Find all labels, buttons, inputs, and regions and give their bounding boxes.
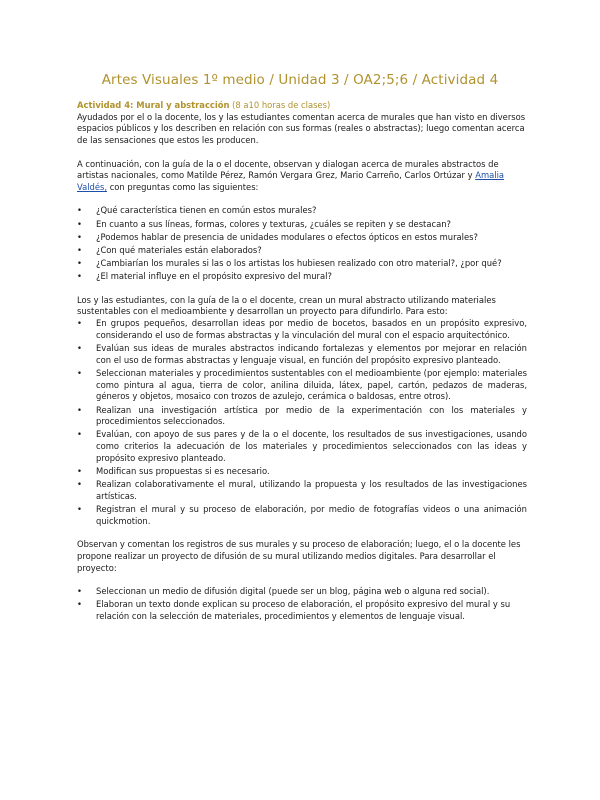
bullet-icon: • [77, 231, 82, 242]
list-item-text: Elaboran un texto donde explican su proceso de elaboración, el propósito expresivo del mural y su relación con la selección de materiales, procedimientos y elementos de lenguaje visual. [96, 599, 511, 621]
artist-link[interactable]: Amalia Valdés, [77, 170, 505, 192]
activity-heading-label: Actividad 4: Mural y abstracción [77, 100, 230, 110]
list-item-text: Seleccionan un medio de difusión digital (puede ser un blog, página web o alguna red social). [96, 586, 490, 597]
bullet-icon: • [77, 504, 82, 515]
list-item [77, 205, 527, 217]
list-item-text: ¿El material influye en el propósito expresivo del mural? [96, 271, 332, 282]
bullet-icon: • [77, 599, 82, 610]
bullet-icon: • [77, 318, 82, 329]
list-item [77, 504, 527, 527]
list-item [77, 219, 527, 231]
bullet-icon: • [77, 367, 82, 378]
list-item-text: ¿Qué característica tienen en común estos murales? [96, 205, 317, 216]
diffusion-paragraph: Observan y comentan los registros de sus murales y su proceso de elaboración; luego, el o la docente les propone realizar un proyecto de difusión de su mural utilizando medios digitales. Para desarrollar el proyecto: [77, 539, 521, 573]
list-item [77, 429, 527, 464]
intro-paragraph: Ayudados por el o la docente, los y las estudiantes comentan acerca de murales que han visto en diversos espacios públicos y los describen en relación con sus formas (reales o abstractas); luego comentan acerca de las sensaciones que estos les producen. [77, 111, 526, 146]
list-item [77, 271, 527, 283]
artists-text-before: A continuación, con la guía de la o el docente, observan y dialogan acerca de murales abstractos de artistas nacionales, como Matilde Pérez, Ramón Vergara Grez, Mario Carreño, Carlos Ortúzar y [77, 158, 499, 181]
list-item-text: ¿Con qué materiales están elaborados? [96, 244, 262, 255]
activity-heading [77, 100, 527, 112]
list-item [77, 343, 527, 366]
bullet-icon: • [77, 271, 82, 282]
questions-list [77, 205, 527, 283]
document-body [77, 100, 527, 623]
list-item-text: ¿Podemos hablar de presencia de unidades modulares o efectos ópticos en estos murales? [96, 231, 478, 242]
diffusion-steps-list [77, 586, 527, 623]
list-item-text: En cuanto a sus líneas, formas, colores y texturas, ¿cuáles se repiten y se destacan? [96, 218, 451, 229]
bullet-icon: • [77, 343, 82, 354]
list-item-text: ¿Cambiarían los murales si las o los artistas los hubiesen realizado con otro material?, ¿por qué? [96, 258, 502, 269]
list-item [77, 232, 527, 244]
list-item [77, 586, 527, 598]
list-item-text: Modifican sus propuestas si es necesario. [96, 466, 270, 477]
list-item-text: Realizan una investigación artística por medio de la experimentación con los materiales y procedimientos seleccionados. [96, 404, 527, 427]
bullet-icon: • [77, 258, 82, 269]
bullet-icon: • [77, 244, 82, 255]
list-item [77, 258, 527, 270]
project-paragraph: Los y las estudiantes, con la guía de la o el docente, crean un mural abstracto utilizando materiales sustentables con el medioambiente y desarrollan un proyecto para difundirlo. Para esto: [77, 294, 496, 317]
list-item-text: Registran el mural y su proceso de elaboración, por medio de fotografías videos o una animación quickmotion. [96, 504, 527, 526]
list-item [77, 479, 527, 502]
bullet-icon: • [77, 205, 82, 216]
list-item-text: En grupos pequeños, desarrollan ideas por medio de bocetos, basados en un propósito expresivo, considerando el uso de formas abstractas y la vinculación del mural con el espacio arquitectónico. [96, 318, 527, 340]
artists-text-after: con preguntas como las siguientes: [107, 181, 259, 192]
list-item-text: Evalúan sus ideas de murales abstractos indicando fortalezas y elementos por mejorar en relación con el uso de formas abstractas y lenguaje visual, en función del propósito expresivo planteado. [96, 343, 527, 365]
bullet-icon: • [77, 586, 82, 597]
bullet-icon: • [77, 218, 82, 229]
artists-paragraph [77, 159, 527, 194]
list-item [77, 368, 527, 403]
list-item [77, 466, 527, 478]
bullet-icon: • [77, 479, 82, 490]
activity-heading-duration: (8 a10 horas de clases) [232, 100, 331, 110]
list-item-text: Evalúan, con apoyo de sus pares y de la o el docente, los resultados de sus investigaciones, usando como criterios la adecuación de los materiales y procedimientos seleccionados con las ideas y propósito expresivo planteado. [96, 429, 527, 463]
bullet-icon: • [77, 404, 82, 415]
list-item [77, 245, 527, 257]
list-item [77, 599, 527, 622]
list-item [77, 405, 527, 428]
list-item-text: Realizan colaborativamente el mural, utilizando la propuesta y los resultados de las investigaciones artísticas. [96, 479, 527, 501]
bullet-icon: • [77, 429, 82, 440]
project-steps-list [77, 318, 527, 527]
list-item [77, 318, 527, 341]
bullet-icon: • [77, 466, 82, 477]
page-title: Artes Visuales 1º medio / Unidad 3 / OA2;5;6 / Actividad 4 [101, 72, 499, 88]
list-item-text: Seleccionan materiales y procedimientos sustentables con el medioambiente (por ejemplo: materiales como pintura al agua, tierra de color, anilina diluida, látex, papel, cartón, pedazos de maderas, géneros y objetos, mosaico con trozos de azulejo, cerámica o baldosas, entre otros). [96, 367, 528, 402]
